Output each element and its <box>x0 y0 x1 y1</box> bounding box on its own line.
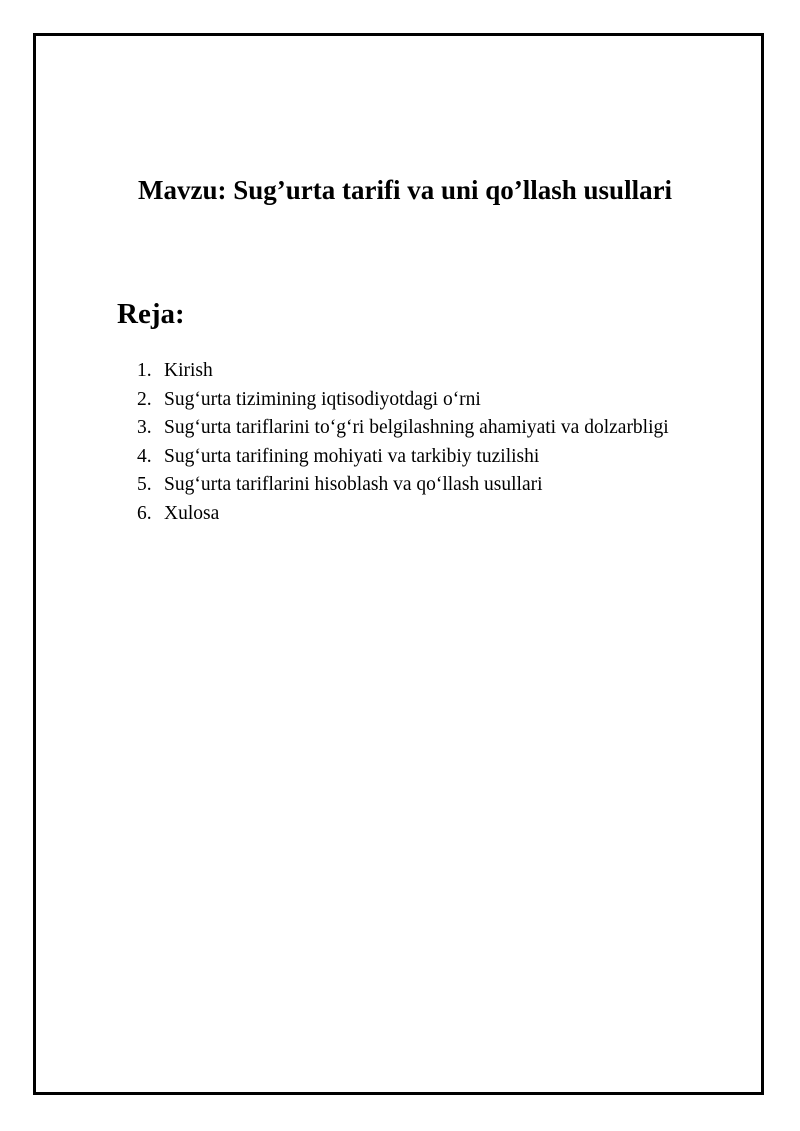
plan-item-number: 3. <box>137 417 152 439</box>
plan-list <box>137 357 669 529</box>
plan-heading: Reja: <box>117 298 185 330</box>
plan-item-text: Sug‘urta tariflarini to‘g‘ri belgilashning ahamiyati va dolzarbligi <box>164 417 669 439</box>
plan-item-2 <box>137 386 669 415</box>
plan-item-number: 2. <box>137 388 152 410</box>
plan-item-text: Sug‘urta tariflarini hisoblash va qo‘llash usullari <box>164 474 543 496</box>
plan-item-number: 1. <box>137 360 152 381</box>
plan-item-number: 5. <box>137 474 152 496</box>
topic-title: Mavzu: Sug’urta tarifi va uni qo’llash usullari <box>138 175 673 205</box>
plan-item-6 <box>137 500 669 529</box>
plan-item-text: Sug‘urta tarifining mohiyati va tarkibiy tuzilishi <box>164 445 540 467</box>
plan-item-text: Kirish <box>164 360 213 381</box>
plan-item-4 <box>137 443 669 472</box>
plan-item-5 <box>137 471 669 500</box>
plan-item-number: 4. <box>137 445 152 467</box>
plan-item-3 <box>137 414 669 443</box>
page-frame <box>33 33 764 1095</box>
plan-item-text: Xulosa <box>164 502 220 524</box>
plan-item-1 <box>137 357 669 386</box>
plan-item-text: Sug‘urta tizimining iqtisodiyotdagi o‘rni <box>164 388 481 410</box>
plan-item-number: 6. <box>137 502 152 524</box>
